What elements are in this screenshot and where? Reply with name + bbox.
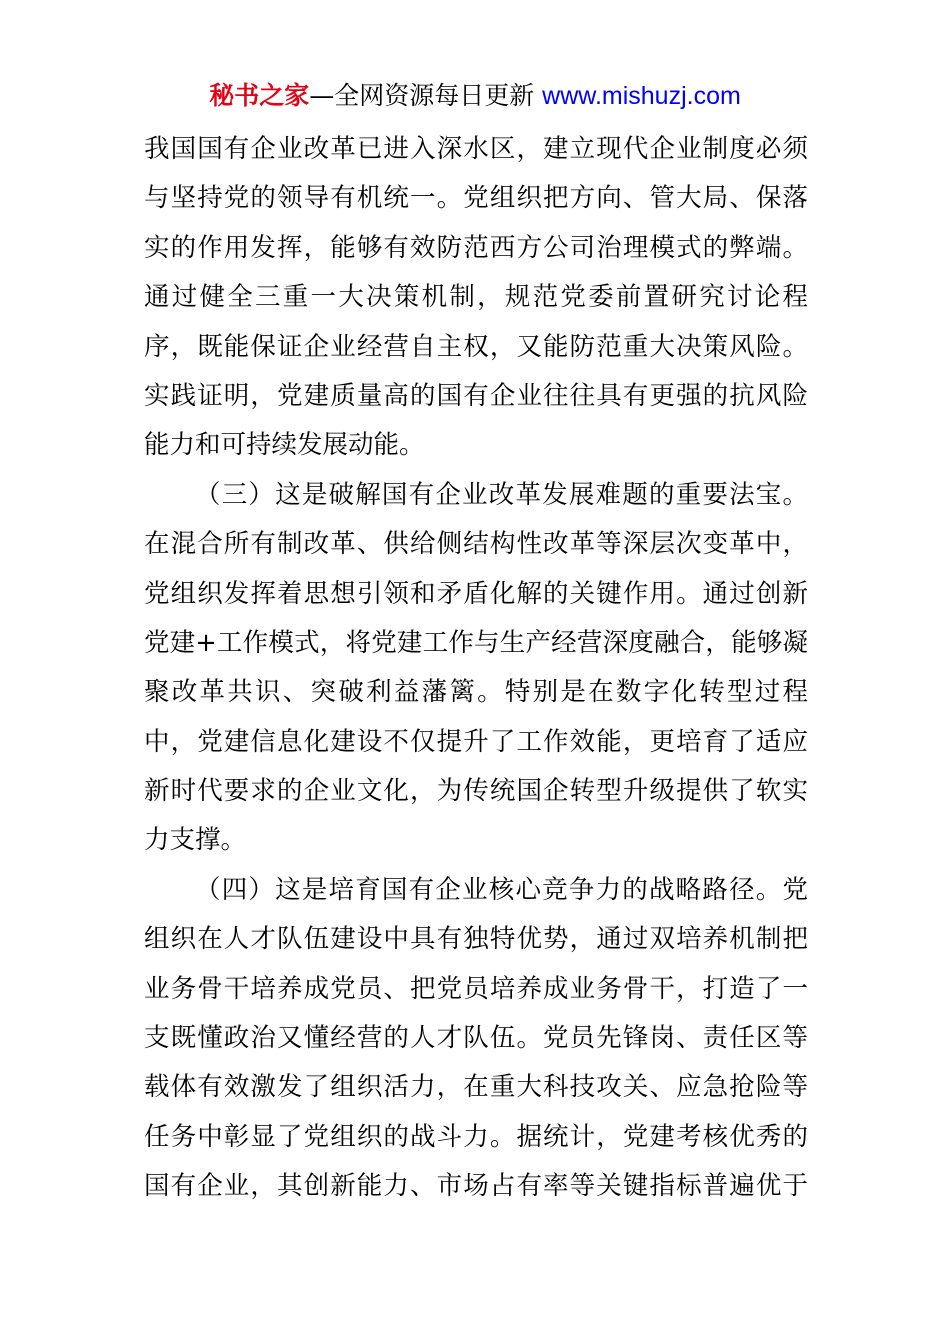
text-line: 在混合所有制改革、供给侧结构性改革等深层次变革中， <box>144 529 808 560</box>
site-brand: 秘书之家 <box>209 81 310 110</box>
section-heading-3: （三）这是破解国有企业改革发展难题的重要法宝。 <box>195 479 808 510</box>
text-line: 党建+工作模式，将党建工作与生产经营深度融合，能够凝 <box>144 627 808 658</box>
site-header <box>0 78 950 114</box>
text-line: 任务中彰显了党组织的战斗力。据统计，党建考核优秀的 <box>144 1121 808 1152</box>
text-line: 组织在人才队伍建设中具有独特优势，通过双培养机制把 <box>144 924 808 955</box>
text-line: 聚改革共识、突破利益藩篱。特别是在数字化转型过程 <box>144 677 808 708</box>
text-line: 国有企业，其创新能力、市场占有率等关键指标普遍优于 <box>144 1171 808 1202</box>
text-line: 能力和可持续发展动能。 <box>144 430 425 461</box>
text-line: 实的作用发挥，能够有效防范西方公司治理模式的弊端。 <box>144 232 808 263</box>
site-url-link[interactable]: www.mishuzj.com <box>542 82 741 110</box>
text-line: 载体有效激发了组织活力，在重大科技攻关、应急抢险等 <box>144 1072 808 1103</box>
text-line: 党组织发挥着思想引领和矛盾化解的关键作用。通过创新 <box>144 578 808 609</box>
site-slogan: —全网资源每日更新 <box>309 81 543 110</box>
text-line: 序，既能保证企业经营自主权，又能防范重大决策风险。 <box>144 331 808 362</box>
text-line: 新时代要求的企业文化，为传统国企转型升级提供了软实 <box>144 776 808 807</box>
text-line: 业务骨干培养成党员、把党员培养成业务骨干，打造了一 <box>144 973 808 1004</box>
text-line: 与坚持党的领导有机统一。党组织把方向、管大局、保落 <box>144 183 808 214</box>
text-line: 实践证明，党建质量高的国有企业往往具有更强的抗风险 <box>144 380 808 411</box>
section-heading-4: （四）这是培育国有企业核心竞争力的战略路径。党 <box>195 874 808 905</box>
document-body <box>144 125 808 1212</box>
text-line: 通过健全三重一大决策机制，规范党委前置研究讨论程 <box>144 282 808 313</box>
text-line: 支既懂政治又懂经营的人才队伍。党员先锋岗、责任区等 <box>144 1023 808 1054</box>
text-line: 中，党建信息化建设不仅提升了工作效能，更培育了适应 <box>144 726 808 757</box>
text-line: 力支撑。 <box>144 825 247 856</box>
text-line: 我国国有企业改革已进入深水区，建立现代企业制度必须 <box>144 134 808 164</box>
